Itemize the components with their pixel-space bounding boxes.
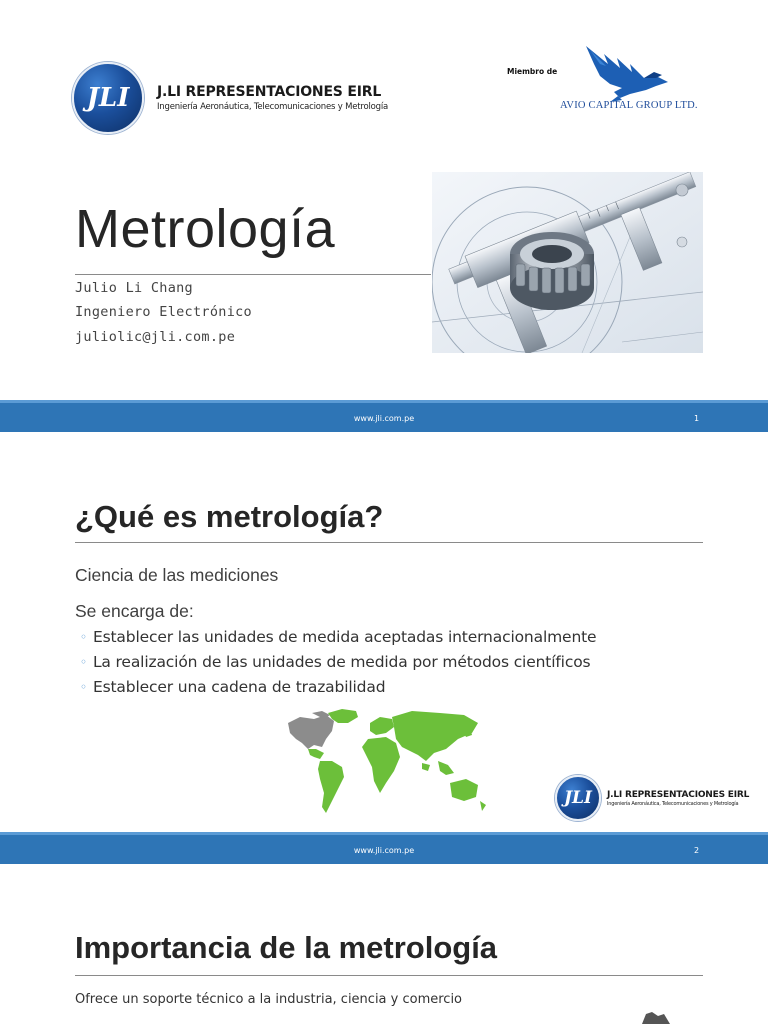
partner-name: AVIO CAPITAL GROUP LTD.: [560, 100, 698, 111]
jli-logo-icon: [72, 62, 144, 134]
paragraph-1: Ofrece un soporte técnico a la industria, ciencia y comercio: [75, 992, 463, 1007]
company-tagline: Ingeniería Aeronáutica, Telecomunicaciones y Metrología: [157, 102, 389, 112]
logo-initials: JLI: [564, 788, 592, 808]
author-name: Julio Li Chang: [75, 280, 193, 296]
bullet-item: ◦ Establecer una cadena de trazabilidad: [80, 678, 386, 696]
author-role: Ingeniero Electrónico: [75, 304, 252, 320]
jli-logo-icon: [555, 775, 601, 821]
bullet-icon: ◦: [80, 680, 87, 694]
bullet-item: ◦ La realización de las unidades de medida por métodos científicos: [80, 653, 591, 671]
bullet-item: ◦ Establecer las unidades de medida aceptadas internacionalmente: [80, 628, 597, 646]
title-divider: [75, 274, 431, 275]
company-logo: [72, 62, 388, 134]
slide-3: [0, 865, 768, 1024]
paragraph-1: Ciencia de las mediciones: [75, 565, 279, 585]
footer-url[interactable]: www.jli.com.pe: [353, 414, 415, 423]
slide-2: [0, 432, 768, 865]
caliper-bearing-photo: [432, 172, 703, 353]
footer-bar: [0, 832, 768, 864]
footer-bar: [0, 400, 768, 432]
world-map-image: [282, 709, 494, 819]
company-tagline: Ingeniería Aeronáutica, Telecomunicaciones y Metrología: [607, 800, 739, 807]
company-logo: [555, 775, 749, 821]
bullet-icon: ◦: [80, 630, 87, 644]
slide-title: Importancia de la metrología: [75, 930, 498, 965]
company-name: J.LI REPRESENTACIONES EIRL: [157, 84, 382, 100]
member-label: Miembro de: [507, 67, 558, 76]
slide-number: 2: [694, 846, 700, 855]
slide-title: Metrología: [75, 199, 336, 259]
slide-number: 1: [694, 414, 700, 423]
paragraph-2: Se encarga de:: [75, 601, 194, 621]
title-divider: [75, 975, 703, 976]
company-name: J.LI REPRESENTACIONES EIRL: [607, 789, 750, 800]
title-divider: [75, 542, 703, 543]
slide-1: [0, 0, 768, 432]
partial-image: [636, 1008, 676, 1024]
logo-initials: JLI: [86, 83, 130, 113]
footer-url[interactable]: www.jli.com.pe: [353, 846, 415, 855]
bullet-icon: ◦: [80, 655, 87, 669]
slide-title: ¿Qué es metrología?: [75, 499, 384, 534]
author-email[interactable]: juliolic@jli.com.pe: [75, 329, 236, 345]
